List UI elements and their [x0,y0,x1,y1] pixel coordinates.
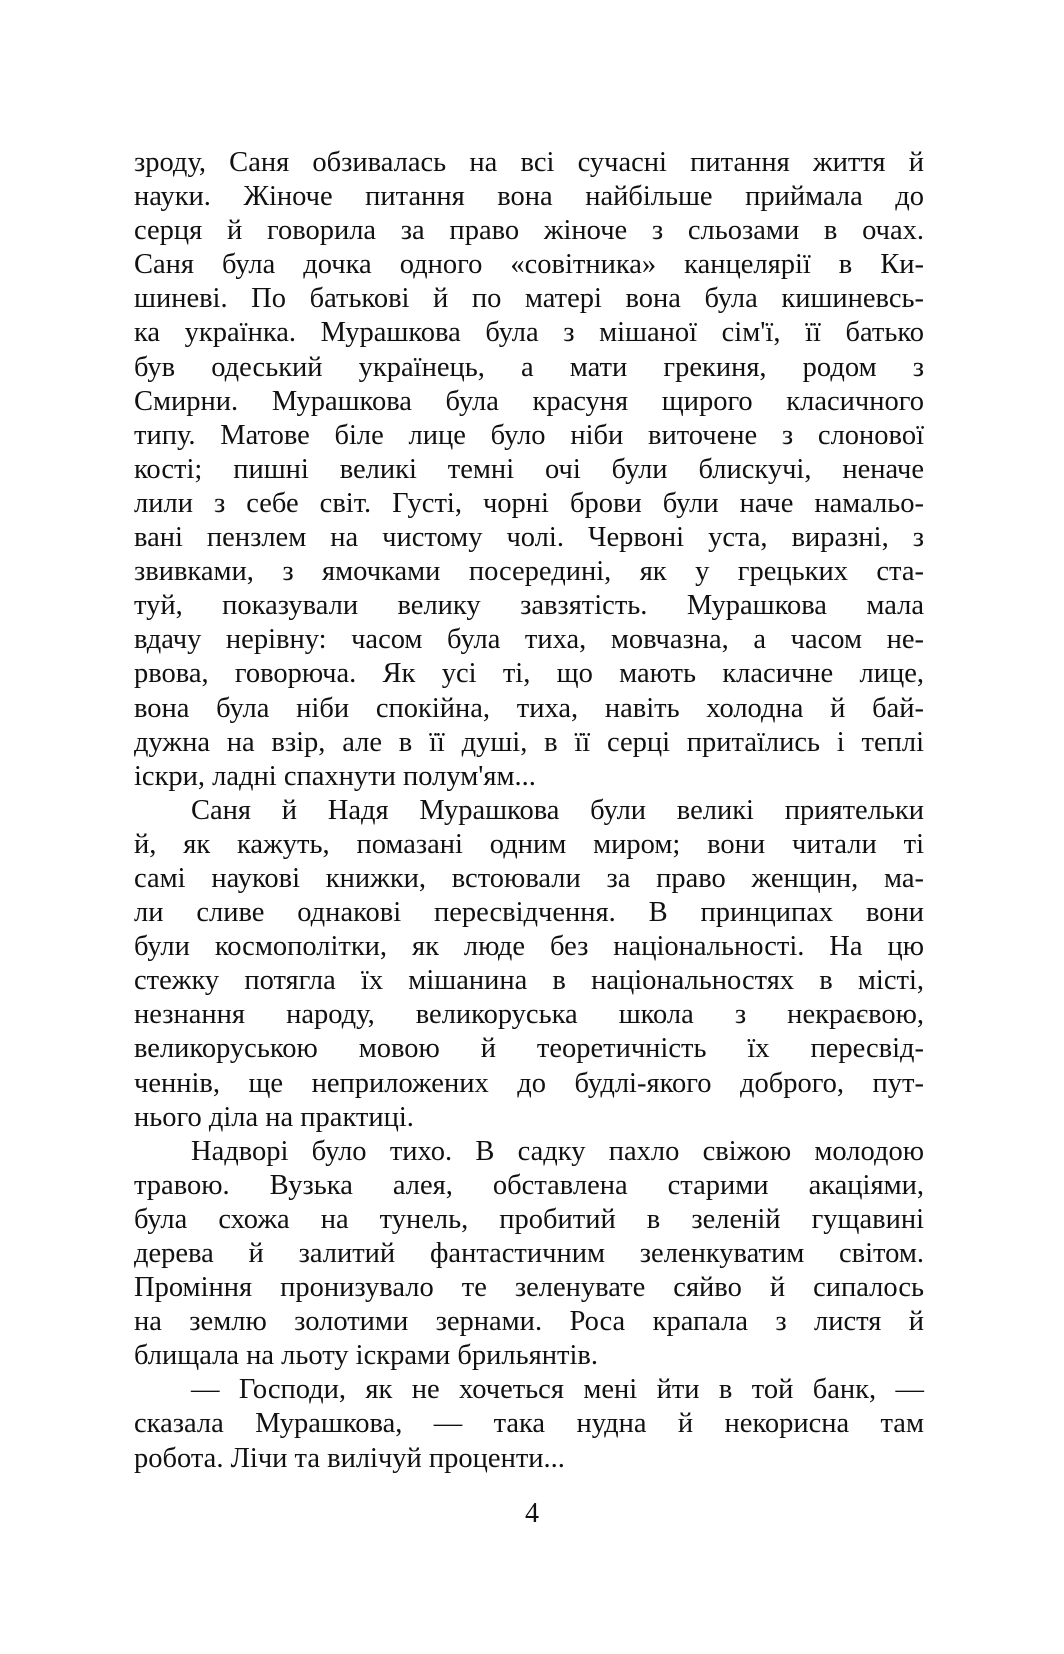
text-line: робота. Лічи та вилічуй проценти... [134,1442,565,1474]
text-line: — Господи, як не хочеться мені йти в той банк, — [191,1374,924,1406]
text-line: кості; пишні великі темні очі були блискучі, неначе [134,453,924,485]
text-line: самі наукові книжки, встоювали за право женщин, ма- [134,862,924,894]
text-line: ли сливе однакові пересвідчення. В принципах вони [134,897,924,929]
paragraph [134,1135,924,1374]
text-line: дужна на взір, але в її душі, в її серці притаїлись і теплі [134,726,924,758]
paragraph [134,794,924,1135]
text-line: вані пензлем на чистому чолі. Червоні уста, виразні, з [134,522,924,554]
text-line: блищала на льоту іскрами брильянтів. [134,1340,598,1372]
text-line: травою. Вузька алея, обставлена старими акаціями, [134,1169,924,1201]
text-line: Саня була дочка одного «совітника» канцелярії в Ки- [134,249,924,281]
text-line: туй, показували велику завзятість. Мурашкова мала [134,590,924,622]
text-line: Проміння пронизувало те зеленувате сяйво й сипалось [134,1272,924,1304]
text-line: ка українка. Мурашкова була з мішаної сім'ї, її батько [134,317,924,349]
text-line: й, як кажуть, помазані одним миром; вони читали ті [134,828,924,860]
text-line: ченнів, ще неприложених до будлі-якого доброго, пут- [134,1067,924,1099]
text-line: науки. Жіноче питання вона найбільше приймала до [134,181,924,213]
text-line: зроду, Саня обзивалась на всі сучасні питання життя й [134,147,924,178]
text-line: Надворі було тихо. В садку пахло свіжою молодою [191,1135,924,1167]
text-line: вдачу нерівну: часом була тиха, мовчазна, а часом не- [134,624,924,656]
text-line: були космополітки, як люде без національності. На цю [134,931,924,963]
page-body-text [134,146,924,1476]
text-line: сказала Мурашкова, — така нудна й некорисна там [134,1408,924,1440]
text-line: Смирни. Мурашкова була красуня щирого класичного [134,385,924,417]
text-line: на землю золотими зернами. Роса крапала з листя й [134,1306,924,1338]
text-line: була схожа на тунель, пробитий в зеленій гущавині [134,1203,924,1235]
text-line: шиневі. По батькові й по матері вона була кишиневсь- [134,283,924,315]
text-line: вона була ніби спокійна, тиха, навіть холодна й бай- [134,692,924,724]
text-line: типу. Матове біле лице було ніби виточене з слонової [134,419,924,451]
text-line: стежку потягла їх мішанина в національностях в місті, [134,965,924,997]
text-line: незнання народу, великоруська школа з некраєвою, [134,999,924,1031]
text-line: великоруською мовою й теоретичність їх пересвід- [134,1033,924,1065]
text-line: нього діла на практиці. [134,1101,414,1133]
text-line: іскри, ладні спахнути полум'ям... [134,760,536,792]
text-line: дерева й залитий фантастичним зеленкуватим світом. [134,1238,924,1269]
paragraph [134,146,924,794]
text-line: Саня й Надя Мурашкова були великі приятельки [191,794,924,826]
page-number: 4 [525,1498,539,1529]
paragraph [134,1373,924,1475]
text-line: був одеський українець, а мати грекиня, родом з [134,351,924,383]
text-line: лили з себе світ. Густі, чорні брови були наче намальо- [134,487,924,519]
text-line: серця й говорила за право жіноче з сльозами в очах. [134,215,924,247]
text-line: рвова, говорюча. Як усі ті, що мають класичне лице, [134,658,924,690]
text-line: звивками, з ямочками посередині, як у грецьких ста- [134,556,924,588]
